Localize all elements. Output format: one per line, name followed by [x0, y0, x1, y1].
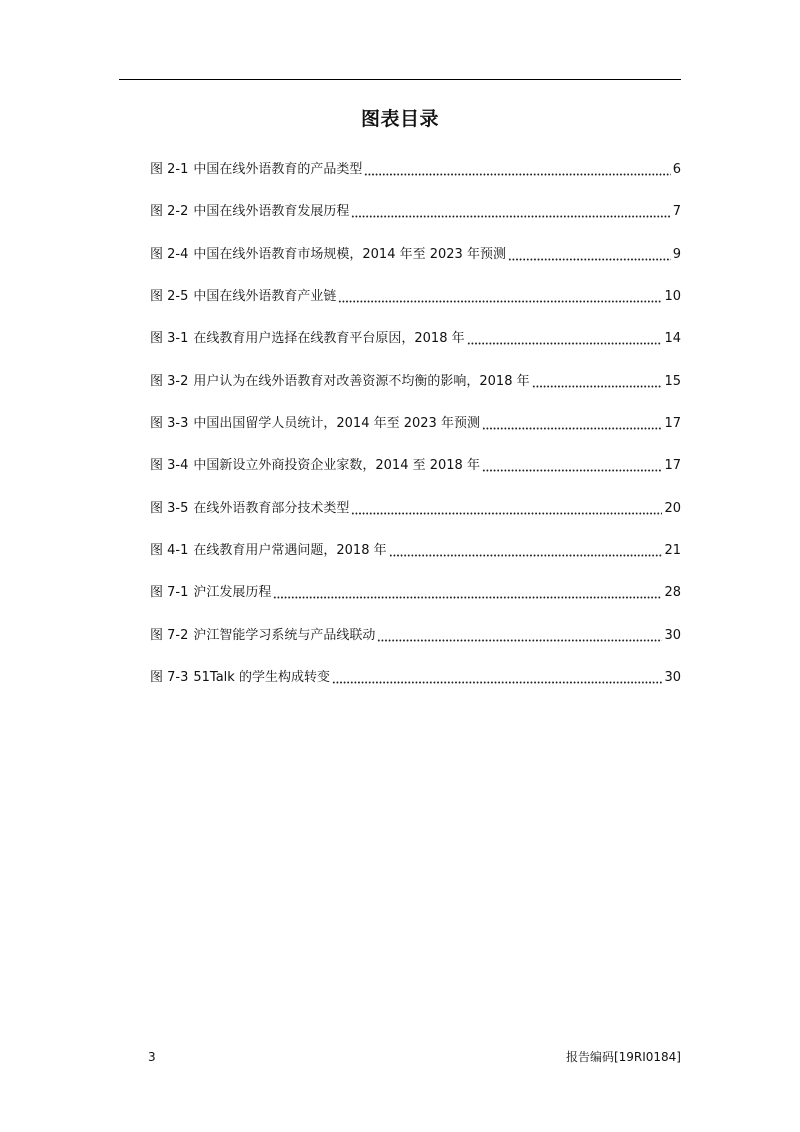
header-rule — [119, 79, 681, 80]
toc-entry-title: 沪江智能学习系统与产品线联动 — [193, 627, 376, 643]
page-title: 图表目录 — [360, 108, 439, 130]
toc-entry-number: 图 3-5 — [150, 500, 189, 516]
toc-entry-label — [150, 373, 530, 391]
toc-entry-page: 28 — [664, 585, 681, 601]
toc-entry-title: 中国在线外语教育市场规模，2014 年至 2023 年预测 — [193, 246, 506, 262]
toc-entry[interactable] — [150, 361, 681, 403]
toc-entry-title: 在线教育用户选择在线教育平台原因，2018 年 — [193, 331, 465, 347]
toc-entry-title: 中国新设立外商投资企业家数，2014 至 2018 年 — [193, 458, 480, 474]
toc-entry-title: 在线教育用户常遇问题，2018 年 — [193, 543, 387, 559]
toc-entry-title: 中国在线外语教育的产品类型 — [193, 162, 363, 178]
toc-entry[interactable] — [150, 276, 681, 318]
toc-entry-label — [150, 246, 506, 264]
toc-entry[interactable] — [150, 445, 681, 487]
toc-entry[interactable] — [150, 191, 681, 233]
toc-entry[interactable] — [150, 530, 681, 572]
toc-entry[interactable] — [150, 615, 681, 657]
toc-list — [150, 149, 681, 699]
toc-entry-page: 20 — [664, 500, 681, 516]
dot-leader — [273, 584, 662, 602]
footer-report-code: 报告编码[19RI0184] — [565, 1050, 681, 1064]
toc-entry-number: 图 7-1 — [150, 585, 189, 601]
toc-entry-label — [150, 288, 336, 306]
toc-entry-number: 图 2-4 — [150, 246, 189, 262]
dot-leader — [508, 246, 671, 264]
toc-entry-page: 21 — [664, 543, 681, 559]
toc-entry-page: 30 — [664, 627, 681, 643]
toc-entry-number: 图 3-1 — [150, 331, 189, 347]
toc-entry-title: 中国在线外语教育发展历程 — [193, 204, 350, 220]
toc-entry-page: 15 — [664, 373, 681, 389]
toc-entry-number: 图 3-4 — [150, 458, 189, 474]
toc-entry-label — [150, 669, 330, 687]
toc-entry-page: 9 — [672, 246, 681, 262]
toc-entry-label — [150, 500, 349, 518]
toc-entry-title: 中国出国留学人员统计，2014 年至 2023 年预测 — [193, 416, 480, 432]
toc-entry-label — [150, 627, 375, 645]
toc-entry-number: 图 3-3 — [150, 416, 189, 432]
toc-entry-number: 图 2-1 — [150, 162, 189, 178]
toc-entry[interactable] — [150, 488, 681, 530]
toc-entry-page: 17 — [664, 416, 681, 432]
dot-leader — [364, 161, 670, 179]
toc-entry-page: 14 — [664, 331, 681, 347]
dot-leader — [467, 330, 663, 348]
toc-entry[interactable] — [150, 234, 681, 276]
toc-entry-title: 在线外语教育部分技术类型 — [193, 500, 350, 516]
toc-entry[interactable] — [150, 572, 681, 614]
toc-entry-page: 10 — [664, 289, 681, 305]
toc-entry-label — [150, 415, 480, 433]
toc-entry-title: 51Talk 的学生构成转变 — [193, 670, 330, 686]
toc-entry-number: 图 2-5 — [150, 289, 189, 305]
dot-leader — [482, 415, 663, 433]
toc-entry-label — [150, 584, 271, 602]
toc-entry[interactable] — [150, 403, 681, 445]
toc-entry-title: 用户认为在线外语教育对改善资源不均衡的影响，2018 年 — [193, 373, 530, 389]
toc-entry-label — [150, 542, 387, 560]
toc-entry-number: 图 2-2 — [150, 204, 189, 220]
toc-entry-label — [150, 457, 480, 475]
toc-entry-number: 图 3-2 — [150, 373, 189, 389]
footer-page-number: 3 — [148, 1050, 156, 1064]
dot-leader — [377, 627, 662, 645]
toc-entry-page: 30 — [664, 670, 681, 686]
toc-entry-label — [150, 161, 362, 179]
dot-leader — [389, 542, 663, 560]
dot-leader — [338, 288, 662, 306]
toc-entry-page: 7 — [672, 204, 681, 220]
toc-entry-page: 17 — [664, 458, 681, 474]
dot-leader — [532, 373, 663, 391]
toc-entry-title: 沪江发展历程 — [193, 585, 272, 601]
toc-entry-number: 图 7-2 — [150, 627, 189, 643]
toc-entry[interactable] — [150, 149, 681, 191]
toc-entry[interactable] — [150, 657, 681, 699]
dot-leader — [482, 457, 663, 475]
dot-leader — [351, 500, 662, 518]
toc-entry-title: 中国在线外语教育产业链 — [193, 289, 337, 305]
toc-entry-label — [150, 330, 465, 348]
toc-entry[interactable] — [150, 318, 681, 360]
toc-entry-page: 6 — [672, 162, 681, 178]
toc-entry-label — [150, 203, 349, 221]
toc-entry-number: 图 4-1 — [150, 543, 189, 559]
toc-entry-number: 图 7-3 — [150, 670, 189, 686]
dot-leader — [332, 669, 663, 687]
dot-leader — [351, 203, 670, 221]
